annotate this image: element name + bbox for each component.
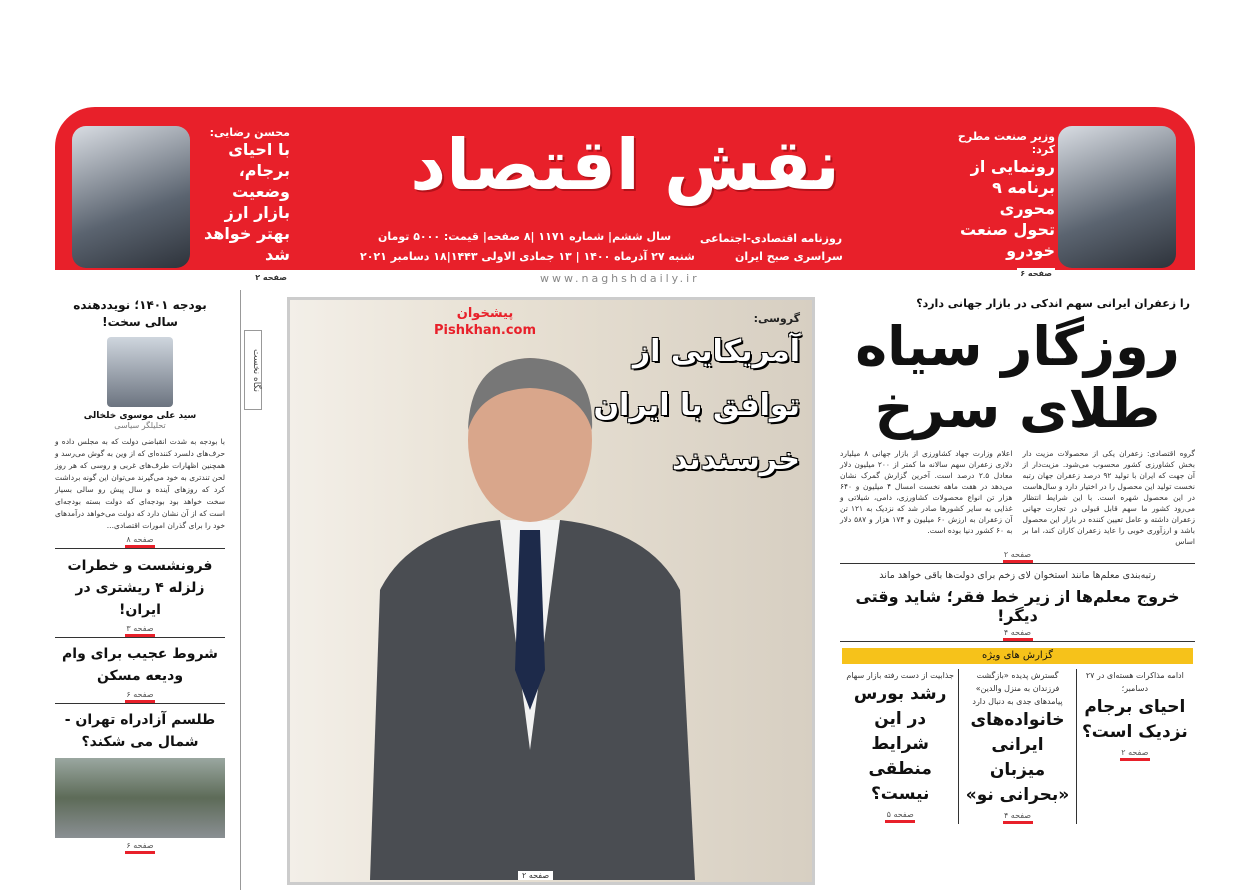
headline: شروط عجیب برای وام ودیعه مسکن	[62, 646, 218, 684]
headline: رشد بورس در این شرایط منطقی نیست؟	[853, 684, 947, 804]
headline-line: توافق با ایران	[593, 388, 800, 423]
kicker: گسترش پدیده «بازگشت فرزندان به منزل والدین» پیامدهای جدی به دنبال دارد	[972, 671, 1063, 706]
headline: احیای برجام نزدیک است؟	[1081, 697, 1188, 742]
special-item[interactable]	[1077, 669, 1193, 824]
page-ref: صفحه ۸	[125, 535, 155, 548]
page-ref: صفحه ۲	[252, 272, 290, 283]
headline-line: روزگار سیاه	[855, 315, 1180, 378]
photo-headline	[593, 312, 800, 487]
author-name: سید علی موسوی خلخالی	[83, 411, 197, 421]
tagline-2: سراسری صبح ایران	[735, 250, 843, 263]
page-ref: صفحه ۲	[518, 871, 553, 880]
headline: خروج معلم‌ها از زیر خط فقر؛ شاید وقتی دیگر!	[855, 587, 1180, 625]
special-item[interactable]	[959, 669, 1076, 824]
author-photo	[107, 337, 173, 407]
headline-line: خرسندند	[672, 442, 800, 477]
kicker: ادامه مذاکرات هسته‌ای در ۲۷ دسامبر؛	[1085, 671, 1184, 693]
highway-photo	[55, 758, 225, 838]
page-ref: صفحه ۵	[885, 810, 915, 823]
grossi-photo-story[interactable]	[287, 297, 815, 885]
page-ref: صفحه ۶	[1017, 268, 1055, 279]
author-role: تحلیلگر سیاسی	[114, 421, 166, 430]
banner-right-story[interactable]	[955, 130, 1055, 280]
lead-body-right: گروه اقتصادی: زعفران یکی از محصولات مزیت دار بخش کشاورزی کشور محسوب می‌شود. مزیت‌دار از آن جهت که ایران با تولید ۹۲ درصد زعفران جهان رتبه نخست تولید این محصول را در اختیار دارد و سال‌هاست در این محصول شهره است. با این شرایط انتظار می‌رود کشور ما سهم قابل قبولی در تجارت جهانی زعفران داشته و عامل تعیین کننده در بازار این محصول باشد و ارزآوری خوبی را عاید زعفران کاران کند، اما بر اساس	[1022, 449, 1195, 546]
left-item[interactable]	[55, 555, 225, 638]
page-ref: صفحه ۲	[1003, 550, 1033, 563]
special-item[interactable]	[842, 669, 959, 824]
page-ref: صفحه ۴	[1003, 628, 1033, 641]
right-column	[840, 297, 1195, 824]
kicker: را زعفران ایرانی سهم اندکی در بازار جهانی دارد؟	[916, 297, 1190, 310]
kicker: وزیر صنعت مطرح کرد:	[957, 130, 1055, 156]
minister-photo	[1058, 126, 1176, 268]
headline-line: آمریکایی از	[632, 334, 800, 369]
website[interactable]: www.naghshdaily.ir	[540, 272, 700, 285]
left-column	[55, 297, 225, 854]
kicker: رتبه‌بندی معلم‌ها مانند استخوان لای زخم برای دولت‌ها باقی خواهد ماند	[879, 570, 1156, 581]
left-item[interactable]	[55, 643, 225, 704]
headline: رونمایی از برنامه ۹ محوری تحول صنعت خودرو	[960, 157, 1055, 260]
second-story[interactable]	[840, 570, 1195, 642]
kicker: جذابیت از دست رفته بازار سهام	[846, 671, 954, 680]
opinion-title[interactable]: بودجه ۱۴۰۱؛ نویددهنده سالی سخت!	[73, 298, 207, 329]
opinion-body: با بودجه به شدت انقباضی دولت که به مجلس داده و حرف‌های دلسرد کننده‌ای که از وین به گوش می‌رسد و همچنین اظهارات طرف‌های غربی و روسی که هر روز لحن تندتری به خود می‌گیرند می‌توان این گونه برداشت کرد که روزهای آینده و سال پیش رو سالی بسیار سخت خواهد بود بودجه‌ای که دولت بسته بودجه‌ای است که از آن نشان دارد که دولت می‌خواهد درآمدهای خود را برای گذران امورات اقتصادی...	[55, 437, 225, 530]
issue-line: سال ششم| شماره ۱۱۷۱ |۸ صفحه| قیمت: ۵۰۰۰ تومان	[378, 230, 672, 243]
headline: خانواده‌های ایرانی میزبان «بحرانی نو»	[965, 710, 1070, 805]
headline: با احیای برجام، وضعیت بازار ارز بهتر خواهد شد	[203, 140, 290, 264]
newspaper-logo: نقش اقتصاد	[410, 124, 840, 206]
kicker: محسن رضایی:	[209, 126, 290, 139]
headline-line: طلای سرخ	[874, 377, 1161, 440]
banner-left-story[interactable]	[195, 126, 290, 284]
page-ref: صفحه ۴	[1003, 811, 1033, 824]
headline: طلسم آزادراه تهران - شمال می شکند؟	[64, 712, 216, 750]
lead-body-left: اعلام وزارت جهاد کشاورزی از بازار جهانی ۸ میلیارد دلاری زعفران سهم سالانه ما کمتر از ۲۰۰ میلیون دلار معادل ۲.۵ درصد است. آخرین گزارش گمرک نشان می‌دهد در هفت ماهه نخست امسال ۴ میلیون و ۶۴۰ هزار تن انواع محصولات کشاورزی، دامی، شیلاتی و غذایی به سایر کشورها صادر شد که نزدیک به ۱۲۱ تن آن زعفران به ارزش ۶۰ میلیون و ۱۷۴ هزار و ۵۸۷ دلار به ۶۰ کشور دنیا بوده است.	[840, 449, 1013, 535]
page-ref: صفحه ۶	[125, 690, 155, 703]
section-label: نگاه نخست	[244, 330, 262, 410]
page-ref: صفحه ۳	[125, 624, 155, 637]
special-reports	[840, 648, 1195, 824]
kicker: گروسی:	[753, 312, 800, 325]
tagline: روزنامه اقتصادی-اجتماعی	[700, 232, 843, 245]
left-item[interactable]	[55, 709, 225, 854]
headline: فرونشست و خطرات زلزله ۴ ریشتری در ایران!	[67, 558, 213, 618]
rezaei-photo	[72, 126, 190, 268]
watermark: پیشخوان Pishkhan.com	[433, 306, 537, 338]
page-ref: صفحه ۲	[1120, 748, 1150, 761]
page-ref: صفحه ۶	[125, 841, 155, 854]
special-reports-label: گزارش های ویژه	[842, 648, 1193, 664]
lead-story[interactable]	[840, 297, 1195, 564]
date-line: شنبه ۲۷ آذرماه ۱۴۰۰ | ۱۳ جمادی الاولی ۱۴۴۳|۱۸ دسامبر ۲۰۲۱	[360, 250, 695, 263]
